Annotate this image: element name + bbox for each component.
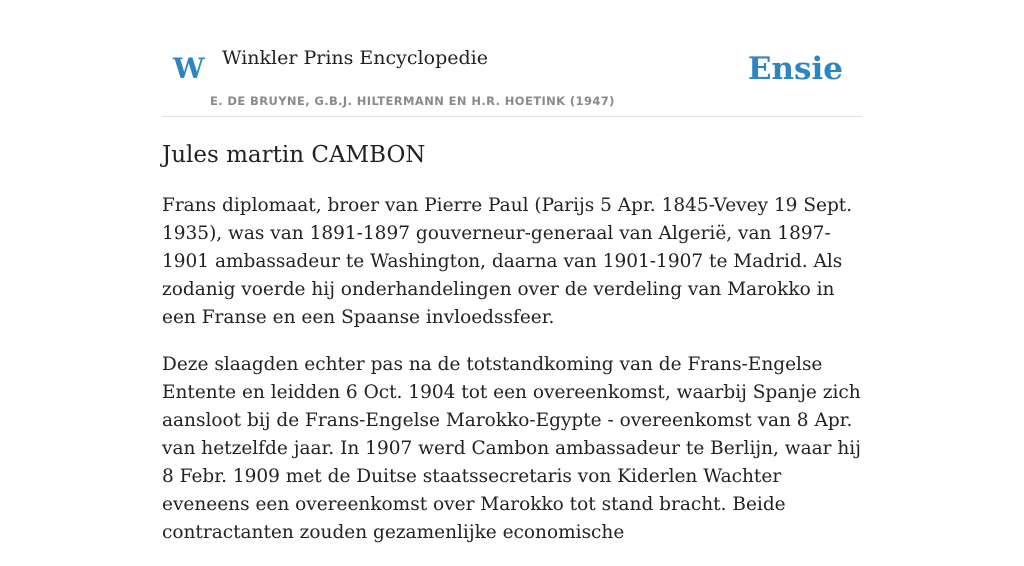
ensie-logo-link[interactable]: Ensie [747,51,843,87]
entry-paragraph: Deze slaagden echter pas na de totstandkoming van de Frans-Engelse Entente en leidden 6 Oct. 1904 tot een overeenkomst, waarbij Spanje zich aansloot bij de Frans-Engelse Marokko-Egypte - overeenkomst van 8 Apr. van hetzelfde jaar. In 1907 werd Cambon ambassadeur te Berlijn, waar hij 8 Febr. 1909 met de Duitse staatssecretaris von Kiderlen Wachter eveneens een overeenkomst over Marokko tot stand bracht. Beide contractanten zouden gezamenlijke economische [162,354,861,543]
entry-title: Jules martin CAMBON [162,142,426,168]
entry-paragraph: Frans diplomaat, broer van Pierre Paul (Parijs 5 Apr. 1845-Vevey 19 Sept. 1935), was van 1891-1897 gouverneur-generaal van Algerië, van 1897-1901 ambassadeur te Washington, daarna van 1901-1907 te Madrid. Als zodanig voerde hij onderhandelingen over de verdeling van Marokko in een Franse en een Spaanse invloedssfeer. [162,195,853,328]
site-header [162,0,862,117]
book-title-link[interactable]: Winkler Prins Encyclopedie [222,47,488,69]
encyclopedia-logo-icon[interactable]: W [173,52,205,85]
entry-body [162,192,862,566]
book-authors: E. DE BRUYNE, G.B.J. HILTERMANN EN H.R. HOETINK (1947) [210,94,615,108]
